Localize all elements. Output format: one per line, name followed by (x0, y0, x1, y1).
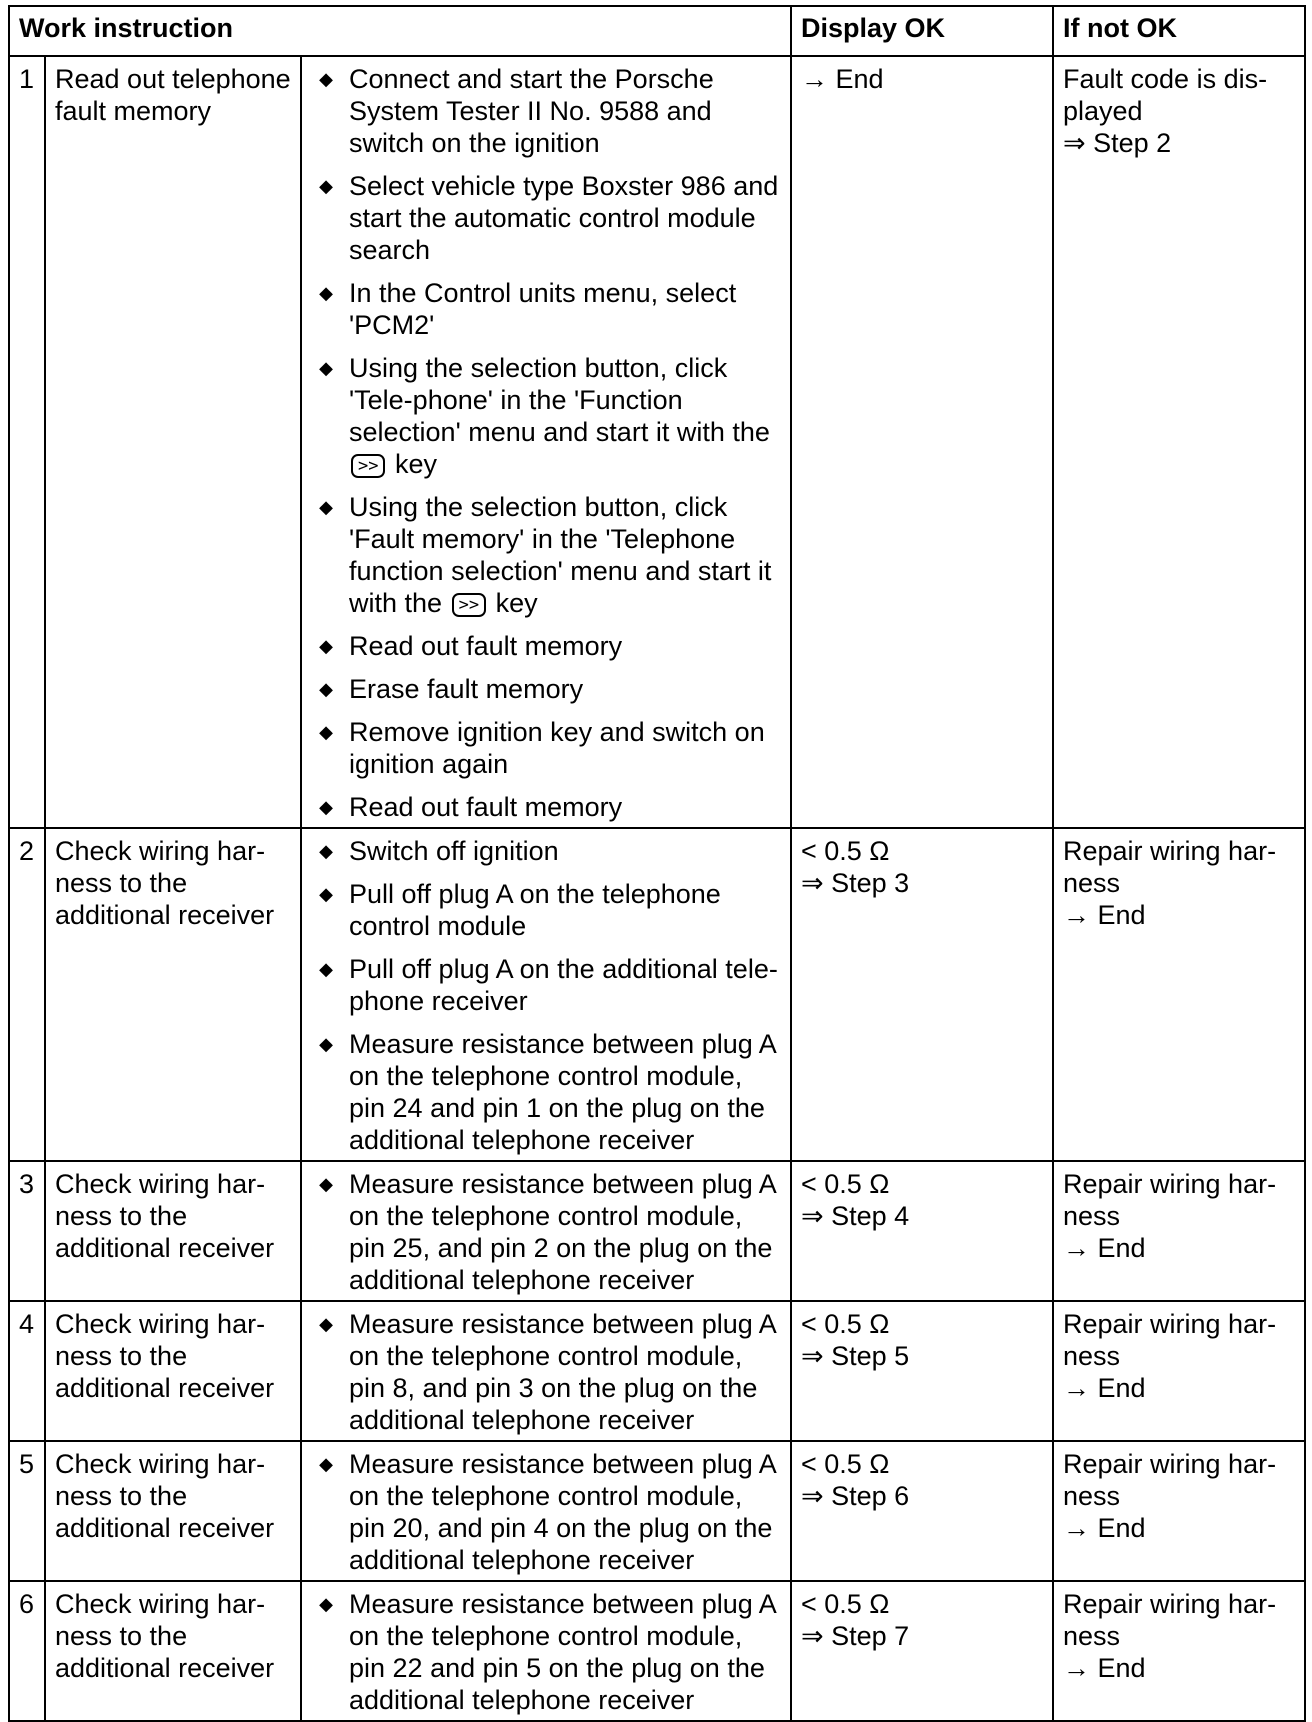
instruction-text: Measure resistance between plug A on the telephone control module, pin 8, and pin 3 on the plug on the additional telephone receiver (349, 1309, 776, 1435)
instruction-text: Select vehicle type Boxster 986 and start the automatic control module search (349, 171, 779, 265)
if-not-ok-text: ness (1063, 868, 1121, 898)
step-instructions (301, 1581, 791, 1721)
header-if-not-ok: If not OK (1053, 6, 1305, 56)
list-item (311, 953, 782, 1017)
diamond-bullet-icon: ◆ (319, 283, 333, 303)
if-not-ok-text: → End (1063, 1373, 1146, 1403)
diamond-bullet-icon: ◆ (319, 1454, 333, 1474)
diamond-bullet-icon: ◆ (319, 176, 333, 196)
step-title: Check wiring har-ness to the additional receiver (45, 1441, 301, 1581)
if-not-ok-text: → End (1063, 1513, 1146, 1543)
instruction-text: Read out fault memory (349, 631, 623, 661)
instruction-text: Switch off ignition (349, 836, 559, 866)
display-ok-text: < 0.5 Ω (801, 836, 890, 866)
if-not-ok-text: ness (1063, 1621, 1121, 1651)
display-ok-text: ⇒ Step 5 (801, 1341, 910, 1371)
instruction-text: Measure resistance between plug A on the telephone control module, pin 22 and pin 5 on the plug on the additional telephone receiver (349, 1589, 776, 1715)
display-ok-text: ⇒ Step 7 (801, 1621, 910, 1651)
diamond-bullet-icon: ◆ (319, 1594, 333, 1614)
step-instructions (301, 56, 791, 828)
display-ok-cell (791, 1301, 1053, 1441)
step-number: 4 (9, 1301, 45, 1441)
step-number: 6 (9, 1581, 45, 1721)
list-item (311, 277, 782, 341)
list-item (311, 63, 782, 159)
instruction-text: Read out fault memory (349, 792, 623, 822)
instruction-list (311, 1308, 782, 1436)
list-item (311, 491, 782, 619)
diamond-bullet-icon: ◆ (319, 679, 333, 699)
step-number: 3 (9, 1161, 45, 1301)
list-item (311, 716, 782, 780)
step-number: 2 (9, 828, 45, 1161)
instruction-text: Erase fault memory (349, 674, 584, 704)
instruction-text: Measure resistance between plug A on the telephone control module, pin 24 and pin 1 on the plug on the additional telephone receiver (349, 1029, 776, 1155)
step-title: Read out telephone fault memory (45, 56, 301, 828)
list-item (311, 630, 782, 662)
display-ok-text: ⇒ Step 4 (801, 1201, 910, 1231)
display-ok-text: < 0.5 Ω (801, 1309, 890, 1339)
if-not-ok-text: → End (1063, 1233, 1146, 1263)
step-title: Check wiring har-ness to the additional receiver (45, 1301, 301, 1441)
diamond-bullet-icon: ◆ (319, 1034, 333, 1054)
display-ok-text: < 0.5 Ω (801, 1449, 890, 1479)
if-not-ok-text: Repair wiring har- (1063, 836, 1277, 866)
if-not-ok-text: Repair wiring har- (1063, 1309, 1277, 1339)
instruction-text: Measure resistance between plug A on the telephone control module, pin 20, and pin 4 on the plug on the additional telephone receiver (349, 1449, 776, 1575)
instruction-list (311, 1448, 782, 1576)
table-row (9, 1441, 1305, 1581)
diamond-bullet-icon: ◆ (319, 1314, 333, 1334)
diamond-bullet-icon: ◆ (319, 497, 333, 517)
diamond-bullet-icon: ◆ (319, 69, 333, 89)
display-ok-text: ⇒ Step 6 (801, 1481, 910, 1511)
step-number: 1 (9, 56, 45, 828)
instruction-list (311, 63, 782, 823)
if-not-ok-text: ⇒ Step 2 (1063, 128, 1172, 158)
forward-key-icon: >> (452, 593, 486, 617)
display-ok-text: < 0.5 Ω (801, 1589, 890, 1619)
list-item (311, 791, 782, 823)
header-work-instruction: Work instruction (9, 6, 791, 56)
work-instruction-table (8, 5, 1306, 1722)
if-not-ok-text: played (1063, 96, 1143, 126)
header-display-ok: Display OK (791, 6, 1053, 56)
table-row (9, 1301, 1305, 1441)
display-ok-cell (791, 1161, 1053, 1301)
step-title: Check wiring har-ness to the additional receiver (45, 1161, 301, 1301)
display-ok-cell (791, 828, 1053, 1161)
if-not-ok-text: ness (1063, 1201, 1121, 1231)
list-item (311, 878, 782, 942)
if-not-ok-text: Repair wiring har- (1063, 1449, 1277, 1479)
display-ok-cell (791, 1581, 1053, 1721)
diamond-bullet-icon: ◆ (319, 959, 333, 979)
list-item (311, 673, 782, 705)
steps-body (9, 56, 1305, 1721)
if-not-ok-text: Repair wiring har- (1063, 1169, 1277, 1199)
if-not-ok-cell (1053, 1301, 1305, 1441)
table-row (9, 1161, 1305, 1301)
list-item (311, 835, 782, 867)
instruction-list (311, 1588, 782, 1716)
list-item (311, 352, 782, 480)
instruction-text: In the Control units menu, select 'PCM2' (349, 278, 737, 340)
step-number: 5 (9, 1441, 45, 1581)
diamond-bullet-icon: ◆ (319, 636, 333, 656)
if-not-ok-text: ness (1063, 1341, 1121, 1371)
list-item (311, 170, 782, 266)
instruction-text: Using the selection button, click 'Tele-phone' in the 'Function selection' menu and start it with the (349, 353, 770, 447)
step-title: Check wiring har-ness to the additional receiver (45, 828, 301, 1161)
if-not-ok-cell (1053, 828, 1305, 1161)
table-row (9, 56, 1305, 828)
instruction-text: key (395, 449, 438, 479)
step-instructions (301, 1301, 791, 1441)
diamond-bullet-icon: ◆ (319, 797, 333, 817)
instruction-text: Pull off plug A on the telephone control module (349, 879, 721, 941)
table-row (9, 828, 1305, 1161)
instruction-text: Measure resistance between plug A on the telephone control module, pin 25, and pin 2 on the plug on the additional telephone receiver (349, 1169, 776, 1295)
diamond-bullet-icon: ◆ (319, 884, 333, 904)
list-item (311, 1448, 782, 1576)
step-instructions (301, 1161, 791, 1301)
if-not-ok-cell (1053, 56, 1305, 828)
instruction-text: Remove ignition key and switch on ignition again (349, 717, 765, 779)
if-not-ok-text: → End (1063, 1653, 1146, 1683)
list-item (311, 1168, 782, 1296)
diamond-bullet-icon: ◆ (319, 841, 333, 861)
instruction-text: Using the selection button, click 'Fault memory' in the 'Telephone function selection' menu and start it with the (349, 492, 772, 618)
if-not-ok-text: → End (1063, 900, 1146, 930)
if-not-ok-text: ness (1063, 1481, 1121, 1511)
display-ok-cell (791, 56, 1053, 828)
display-ok-text: ⇒ Step 3 (801, 868, 910, 898)
if-not-ok-cell (1053, 1581, 1305, 1721)
list-item (311, 1308, 782, 1436)
diamond-bullet-icon: ◆ (319, 358, 333, 378)
diamond-bullet-icon: ◆ (319, 722, 333, 742)
instruction-text: Connect and start the Porsche System Tester II No. 9588 and switch on the ignition (349, 64, 714, 158)
if-not-ok-text: Fault code is dis- (1063, 64, 1268, 94)
table-row (9, 1581, 1305, 1721)
instruction-list (311, 835, 782, 1156)
forward-key-icon: >> (351, 454, 385, 478)
list-item (311, 1588, 782, 1716)
display-ok-text: < 0.5 Ω (801, 1169, 890, 1199)
instruction-list (311, 1168, 782, 1296)
step-title: Check wiring har-ness to the additional receiver (45, 1581, 301, 1721)
instruction-text: Pull off plug A on the additional tele-phone receiver (349, 954, 778, 1016)
display-ok-cell (791, 1441, 1053, 1581)
list-item (311, 1028, 782, 1156)
step-instructions (301, 828, 791, 1161)
display-ok-text: → End (801, 64, 884, 94)
table-header-row (9, 6, 1305, 56)
instruction-text: key (495, 588, 538, 618)
if-not-ok-text: Repair wiring har- (1063, 1589, 1277, 1619)
if-not-ok-cell (1053, 1161, 1305, 1301)
diamond-bullet-icon: ◆ (319, 1174, 333, 1194)
step-instructions (301, 1441, 791, 1581)
if-not-ok-cell (1053, 1441, 1305, 1581)
